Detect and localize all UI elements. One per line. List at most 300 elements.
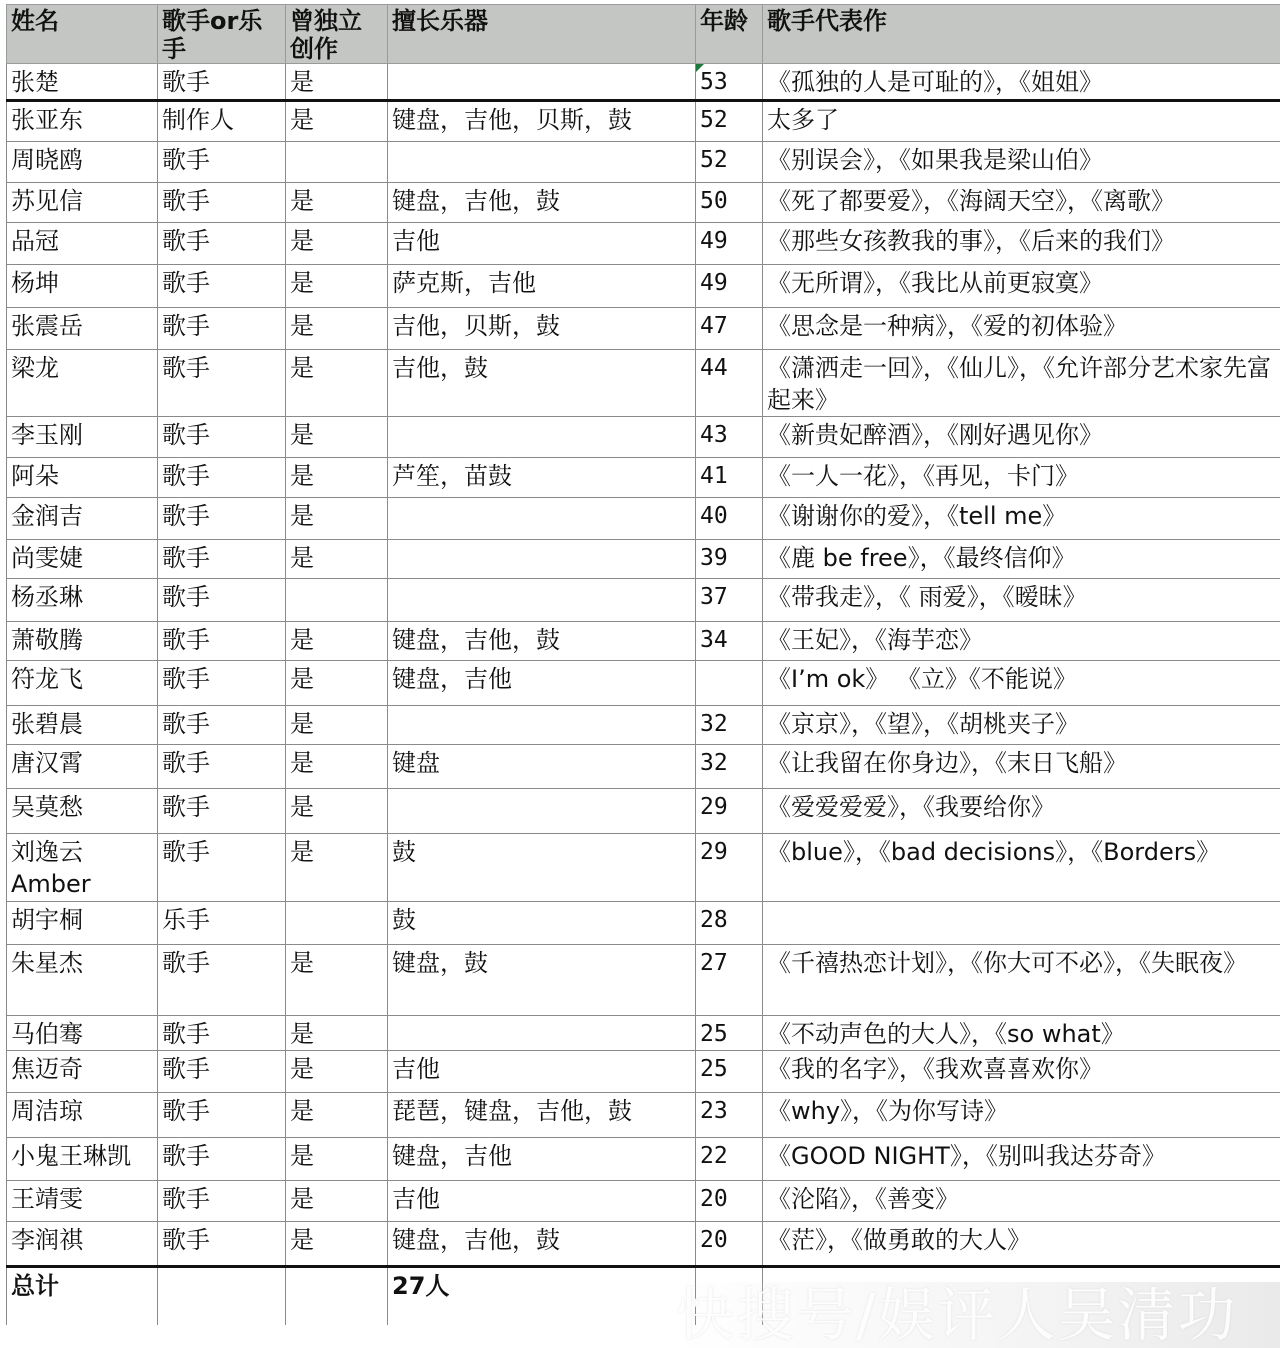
cell-works[interactable] (763, 622, 1280, 661)
cell-independent[interactable] (286, 1016, 388, 1051)
cell-instruments[interactable] (388, 64, 696, 101)
cell-age-text: 27 (700, 950, 728, 976)
cell-independent-text: 是 (290, 793, 314, 821)
cell-works[interactable] (763, 498, 1280, 540)
cell-works[interactable] (763, 540, 1280, 579)
cell-instruments[interactable] (388, 1222, 696, 1267)
cell-independent[interactable] (286, 622, 388, 661)
cell-note-marker-icon (696, 64, 704, 72)
cell-independent-text: 是 (290, 1185, 314, 1213)
cell-role[interactable] (158, 498, 286, 540)
cell-name-text: 小鬼王琳凯 (11, 1142, 131, 1170)
cell-age[interactable] (696, 64, 763, 101)
cell-age[interactable] (696, 1093, 763, 1138)
cell-instruments[interactable] (388, 308, 696, 350)
cell-works-text: 《沦陷》，《善变》 (767, 1185, 959, 1213)
table-row (7, 1093, 1280, 1138)
total-label[interactable] (7, 1267, 158, 1325)
cell-name[interactable] (7, 183, 158, 223)
cell-works-text: 《潇洒走一回》，《仙儿》，《允许部分艺术家先富起来》 (767, 354, 1271, 414)
cell-role[interactable] (158, 1016, 286, 1051)
cell-independent[interactable] (286, 579, 388, 622)
cell-age-text: 41 (700, 463, 728, 489)
cell-instruments[interactable] (388, 622, 696, 661)
cell-instruments[interactable] (388, 142, 696, 183)
cell-works-text: 《爱爱爱爱》，《我要给你》 (767, 793, 1055, 821)
cell-independent[interactable] (286, 789, 388, 834)
cell-role[interactable] (158, 265, 286, 308)
cell-name[interactable] (7, 265, 158, 308)
cell-age[interactable] (696, 789, 763, 834)
cell-name-text: 吴莫愁 (11, 793, 83, 821)
cell-role-text: 歌手 (162, 949, 210, 977)
cell-independent[interactable] (286, 350, 388, 417)
table-row (7, 308, 1280, 350)
header-role[interactable]: 歌手or乐手 (158, 5, 286, 64)
cell-role-text: 歌手 (162, 146, 210, 174)
cell-instruments-text: 键盘，吉他，鼓 (392, 626, 560, 654)
table-row (7, 622, 1280, 661)
header-independent[interactable]: 曾独立创作 (286, 5, 388, 64)
cell-age-text: 37 (700, 584, 728, 610)
cell-independent-text: 是 (290, 1055, 314, 1083)
cell-independent-text: 是 (290, 1097, 314, 1125)
cell-age[interactable] (696, 540, 763, 579)
total-label-text: 总计 (11, 1272, 59, 1300)
table-row (7, 498, 1280, 540)
cell-works-text: 《鹿 be free》，《最终信仰》 (767, 544, 1076, 572)
cell-works[interactable] (763, 265, 1280, 308)
cell-role[interactable] (158, 417, 286, 458)
cell-independent[interactable] (286, 498, 388, 540)
cell-instruments[interactable] (388, 183, 696, 223)
cell-works[interactable] (763, 183, 1280, 223)
table-row (7, 661, 1280, 706)
cell-instruments[interactable] (388, 902, 696, 945)
cell-role[interactable] (158, 1222, 286, 1267)
cell-role[interactable] (158, 789, 286, 834)
cell-works-text: 《谢谢你的爱》，《tell me》 (767, 502, 1067, 530)
cell-independent[interactable] (286, 1051, 388, 1093)
header-instruments[interactable]: 擅长乐器 (388, 5, 696, 64)
cell-instruments[interactable] (388, 1138, 696, 1181)
cell-works[interactable] (763, 661, 1280, 706)
cell-role[interactable] (158, 902, 286, 945)
cell-role[interactable] (158, 1138, 286, 1181)
cell-instruments[interactable] (388, 223, 696, 265)
table-row (7, 101, 1280, 142)
table-row (7, 745, 1280, 789)
cell-name[interactable] (7, 1181, 158, 1222)
cell-instruments-text: 鼓 (392, 906, 416, 934)
cell-instruments-text: 键盘，吉他 (392, 1142, 512, 1170)
cell-works[interactable] (763, 1138, 1280, 1181)
cell-name-text: 唐汉霄 (11, 749, 83, 777)
table-row (7, 945, 1280, 1016)
cell-name[interactable] (7, 1138, 158, 1181)
cell-age-text: 32 (700, 750, 728, 776)
cell-instruments[interactable] (388, 1093, 696, 1138)
cell-works[interactable] (763, 458, 1280, 498)
cell-role-text: 歌手 (162, 710, 210, 738)
cell-independent-text: 是 (290, 421, 314, 449)
cell-independent-text: 是 (290, 312, 314, 340)
cell-independent[interactable] (286, 64, 388, 101)
cell-age[interactable] (696, 1222, 763, 1267)
cell-name[interactable] (7, 417, 158, 458)
cell-independent[interactable] (286, 661, 388, 706)
cell-works[interactable] (763, 1051, 1280, 1093)
cell-instruments[interactable] (388, 1016, 696, 1051)
cell-independent[interactable] (286, 1093, 388, 1138)
cell-independent[interactable] (286, 308, 388, 350)
cell-works[interactable] (763, 1093, 1280, 1138)
cell-role-text: 歌手 (162, 1097, 210, 1125)
cell-independent-text: 是 (290, 749, 314, 777)
cell-works[interactable] (763, 789, 1280, 834)
table-row (7, 223, 1280, 265)
cell-age-text: 49 (700, 270, 728, 296)
table-row (7, 902, 1280, 945)
total-count-text: 27人 (392, 1272, 450, 1300)
cell-age[interactable] (696, 498, 763, 540)
cell-instruments-text: 芦笙，苗鼓 (392, 462, 512, 490)
cell-independent[interactable] (286, 706, 388, 745)
cell-age-text: 28 (700, 907, 728, 933)
cell-works[interactable] (763, 101, 1280, 142)
table-row (7, 1016, 1280, 1051)
cell-role[interactable] (158, 1181, 286, 1222)
cell-name[interactable] (7, 1222, 158, 1267)
cell-name-text: 周晓鸥 (11, 146, 83, 174)
cell-works[interactable] (763, 417, 1280, 458)
cell-role[interactable] (158, 308, 286, 350)
cell-instruments[interactable] (388, 1051, 696, 1093)
cell-name-text: 张碧晨 (11, 710, 83, 738)
cell-works[interactable] (763, 945, 1280, 1016)
cell-works[interactable] (763, 308, 1280, 350)
cell-independent[interactable] (286, 902, 388, 945)
cell-name-text: 张亚东 (11, 106, 83, 134)
cell-instruments-text: 键盘 (392, 749, 440, 777)
cell-works-text: 《别误会》，《如果我是梁山伯》 (767, 146, 1103, 174)
cell-age[interactable] (696, 579, 763, 622)
cell-age[interactable] (696, 902, 763, 945)
cell-role[interactable] (158, 834, 286, 902)
cell-age[interactable] (696, 101, 763, 142)
cell-works[interactable] (763, 902, 1280, 945)
cell-role[interactable] (158, 745, 286, 789)
cell-age-text: 47 (700, 313, 728, 339)
cell-independent[interactable] (286, 1181, 388, 1222)
cell-age[interactable] (696, 183, 763, 223)
cell-age-text: 29 (700, 839, 728, 865)
cell-name[interactable] (7, 1093, 158, 1138)
cell-age[interactable] (696, 458, 763, 498)
table-row (7, 1181, 1280, 1222)
cell-instruments[interactable] (388, 789, 696, 834)
cell-name-text: 尚雯婕 (11, 544, 83, 572)
cell-works[interactable] (763, 350, 1280, 417)
cell-name[interactable] (7, 223, 158, 265)
cell-role-text: 歌手 (162, 793, 210, 821)
cell-works-text: 《死了都要爱》，《海阔天空》，《离歌》 (767, 187, 1175, 215)
cell-independent[interactable] (286, 417, 388, 458)
cell-instruments[interactable] (388, 458, 696, 498)
cell-name-text: 张楚 (11, 68, 59, 96)
cell-instruments[interactable] (388, 350, 696, 417)
cell-name[interactable] (7, 540, 158, 579)
cell-works[interactable] (763, 142, 1280, 183)
cell-role[interactable] (158, 458, 286, 498)
cell-age[interactable] (696, 834, 763, 902)
cell-instruments[interactable] (388, 417, 696, 458)
cell-independent-text: 是 (290, 462, 314, 490)
cell-role-text: 歌手 (162, 1020, 210, 1048)
cell-role-text: 歌手 (162, 1142, 210, 1170)
cell-independent[interactable] (286, 223, 388, 265)
cell-instruments-text: 萨克斯，吉他 (392, 269, 536, 297)
cell-age-text: 20 (700, 1186, 728, 1212)
cell-name-text: 周洁琼 (11, 1097, 83, 1125)
cell-name[interactable] (7, 101, 158, 142)
cell-name[interactable] (7, 834, 158, 902)
cell-works-text: 《带我走》，《 雨爱》，《暧昧》 (767, 583, 1087, 611)
cell-role[interactable] (158, 64, 286, 101)
cell-name[interactable] (7, 945, 158, 1016)
cell-works-text: 《那些女孩教我的事》，《后来的我们》 (767, 227, 1175, 255)
table-row (7, 350, 1280, 417)
cell-instruments[interactable] (388, 661, 696, 706)
cell-name-text: 品冠 (11, 227, 59, 255)
cell-role[interactable] (158, 101, 286, 142)
cell-age-text: 32 (700, 711, 728, 737)
cell-age-text: 44 (700, 355, 728, 381)
cell-name-text: 符龙飞 (11, 665, 83, 693)
cell-name[interactable] (7, 142, 158, 183)
cell-instruments-text: 吉他，贝斯，鼓 (392, 312, 560, 340)
cell-works[interactable] (763, 579, 1280, 622)
cell-name[interactable] (7, 579, 158, 622)
cell-role-text: 歌手 (162, 269, 210, 297)
cell-name-text: 胡宇桐 (11, 906, 83, 934)
table-row (7, 458, 1280, 498)
cell-independent[interactable] (286, 1222, 388, 1267)
cell-works-text: 《茫》，《做勇敢的大人》 (767, 1226, 1031, 1254)
cell-role[interactable] (158, 1093, 286, 1138)
cell-independent-text: 是 (290, 626, 314, 654)
cell-works-text: 太多了 (767, 106, 839, 134)
cell-independent[interactable] (286, 183, 388, 223)
cell-instruments[interactable] (388, 498, 696, 540)
cell-role[interactable] (158, 706, 286, 745)
cell-name-text: 朱星杰 (11, 949, 83, 977)
cell-instruments-text: 键盘，吉他，贝斯，鼓 (392, 106, 632, 134)
cell-role-text: 歌手 (162, 626, 210, 654)
cell-works[interactable] (763, 706, 1280, 745)
table-row (7, 142, 1280, 183)
cell-works[interactable] (763, 1222, 1280, 1267)
cell-instruments[interactable] (388, 1181, 696, 1222)
cell-age[interactable] (696, 661, 763, 706)
cell-works-text: 《I’m ok》 《立》《不能说》 (767, 665, 1077, 693)
cell-name[interactable] (7, 1016, 158, 1051)
cell-age[interactable] (696, 745, 763, 789)
cell-name[interactable] (7, 498, 158, 540)
cell-name[interactable] (7, 661, 158, 706)
cell-role[interactable] (158, 945, 286, 1016)
table-row (7, 183, 1280, 223)
cell-role-text: 制作人 (162, 106, 234, 134)
cell-independent[interactable] (286, 458, 388, 498)
cell-works-text: 《孤独的人是可耻的》，《姐姐》 (767, 68, 1103, 96)
cell-independent[interactable] (286, 265, 388, 308)
header-name[interactable]: 姓名 (7, 5, 158, 64)
cell-name[interactable] (7, 458, 158, 498)
total-age[interactable] (696, 1267, 763, 1325)
cell-independent[interactable] (286, 1138, 388, 1181)
cell-works[interactable] (763, 1016, 1280, 1051)
cell-independent[interactable] (286, 142, 388, 183)
cell-name-text: 梁龙 (11, 354, 59, 382)
cell-name-text: 张震岳 (11, 312, 83, 340)
cell-works-text: 《思念是一种病》，《爱的初体验》 (767, 312, 1127, 340)
cell-role-text: 歌手 (162, 227, 210, 255)
cell-name-text: 杨丞琳 (11, 583, 83, 611)
cell-role-text: 歌手 (162, 544, 210, 572)
cell-age-text: 52 (700, 147, 728, 173)
cell-independent[interactable] (286, 945, 388, 1016)
cell-works[interactable] (763, 1181, 1280, 1222)
cell-role-text: 歌手 (162, 749, 210, 777)
cell-instruments[interactable] (388, 706, 696, 745)
cell-name-text: 金润吉 (11, 502, 83, 530)
cell-age-text: 49 (700, 228, 728, 254)
cell-instruments-text: 键盘，吉他，鼓 (392, 1226, 560, 1254)
cell-role-text: 歌手 (162, 838, 210, 866)
cell-independent-text: 是 (290, 106, 314, 134)
cell-instruments[interactable] (388, 745, 696, 789)
cell-works[interactable] (763, 64, 1280, 101)
cell-name-text: 李玉刚 (11, 421, 83, 449)
cell-role[interactable] (158, 579, 286, 622)
cell-age[interactable] (696, 265, 763, 308)
table-row (7, 706, 1280, 745)
cell-age[interactable] (696, 1051, 763, 1093)
table-row (7, 540, 1280, 579)
header-works[interactable]: 歌手代表作 (763, 5, 1280, 64)
cell-name[interactable] (7, 902, 158, 945)
cell-works-text: 《无所谓》，《我比从前更寂寞》 (767, 269, 1103, 297)
cell-instruments[interactable] (388, 265, 696, 308)
cell-name[interactable] (7, 308, 158, 350)
cell-role[interactable] (158, 622, 286, 661)
cell-name[interactable] (7, 745, 158, 789)
cell-name[interactable] (7, 706, 158, 745)
table-row (7, 789, 1280, 834)
cell-instruments-text: 吉他，鼓 (392, 354, 488, 382)
cell-independent-text: 是 (290, 1226, 314, 1254)
table-row (7, 265, 1280, 308)
cell-role[interactable] (158, 142, 286, 183)
cell-independent-text: 是 (290, 838, 314, 866)
cell-role-text: 乐手 (162, 906, 210, 934)
cell-name[interactable] (7, 64, 158, 101)
cell-name-text: 李润祺 (11, 1226, 83, 1254)
cell-works[interactable] (763, 745, 1280, 789)
cell-age[interactable] (696, 417, 763, 458)
cell-role[interactable] (158, 540, 286, 579)
total-independent[interactable] (286, 1267, 388, 1325)
cell-works-text: 《不动声色的大人》，《so what》 (767, 1020, 1125, 1048)
cell-name[interactable] (7, 622, 158, 661)
cell-age[interactable] (696, 223, 763, 265)
cell-age-text: 23 (700, 1098, 728, 1124)
cell-instruments[interactable] (388, 540, 696, 579)
cell-role[interactable] (158, 1051, 286, 1093)
cell-age[interactable] (696, 1016, 763, 1051)
cell-role-text: 歌手 (162, 502, 210, 530)
cell-age[interactable] (696, 945, 763, 1016)
cell-independent[interactable] (286, 834, 388, 902)
cell-role[interactable] (158, 350, 286, 417)
cell-role[interactable] (158, 183, 286, 223)
cell-independent[interactable] (286, 540, 388, 579)
cell-instruments[interactable] (388, 101, 696, 142)
cell-age[interactable] (696, 308, 763, 350)
cell-instruments-text: 吉他 (392, 227, 440, 255)
cell-role-text: 歌手 (162, 1226, 210, 1254)
cell-role-text: 歌手 (162, 462, 210, 490)
cell-instruments-text: 鼓 (392, 838, 416, 866)
cell-instruments[interactable] (388, 834, 696, 902)
cell-works-text: 《千禧热恋计划》，《你大可不必》，《失眠夜》 (767, 949, 1247, 977)
cell-age[interactable] (696, 706, 763, 745)
cell-age[interactable] (696, 1181, 763, 1222)
cell-works-text: 《GOOD NIGHT》，《别叫我达芬奇》 (767, 1142, 1166, 1170)
cell-role[interactable] (158, 661, 286, 706)
cell-works[interactable] (763, 223, 1280, 265)
cell-independent-text: 是 (290, 502, 314, 530)
cell-name-text: 阿朵 (11, 462, 59, 490)
cell-independent[interactable] (286, 101, 388, 142)
cell-name[interactable] (7, 350, 158, 417)
cell-independent-text: 是 (290, 949, 314, 977)
total-count[interactable] (388, 1267, 696, 1325)
cell-instruments[interactable] (388, 945, 696, 1016)
cell-instruments[interactable] (388, 579, 696, 622)
cell-age[interactable] (696, 1138, 763, 1181)
cell-role-text: 歌手 (162, 421, 210, 449)
cell-name[interactable] (7, 789, 158, 834)
cell-age[interactable] (696, 350, 763, 417)
spreadsheet (6, 4, 1280, 1325)
cell-name[interactable] (7, 1051, 158, 1093)
cell-role[interactable] (158, 223, 286, 265)
cell-independent-text: 是 (290, 544, 314, 572)
total-role[interactable] (158, 1267, 286, 1325)
cell-age-text: 22 (700, 1143, 728, 1169)
cell-age[interactable] (696, 622, 763, 661)
total-row (7, 1267, 1280, 1325)
cell-works[interactable] (763, 834, 1280, 902)
cell-independent[interactable] (286, 745, 388, 789)
cell-age[interactable] (696, 142, 763, 183)
table-row (7, 579, 1280, 622)
total-works[interactable] (763, 1267, 1280, 1325)
header-row (7, 5, 1280, 64)
header-age[interactable]: 年龄 (696, 5, 763, 64)
